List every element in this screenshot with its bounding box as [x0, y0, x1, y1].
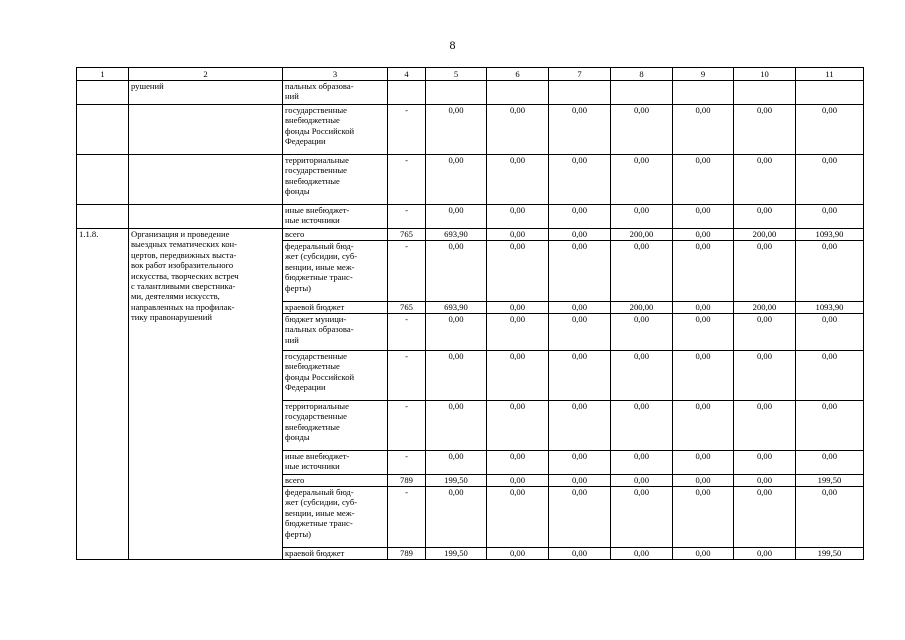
item-number-cell	[77, 205, 129, 229]
amount-cell: 0,00	[796, 105, 864, 155]
amount-cell: 0,00	[487, 314, 549, 351]
amount-cell: 0,00	[673, 401, 734, 451]
funding-source-cell: территориальные государственные внебюджетные фонды	[283, 155, 388, 205]
table-row	[77, 229, 864, 241]
amount-cell: 0,00	[796, 155, 864, 205]
amount-cell: 0,00	[734, 314, 796, 351]
amount-cell: 0,00	[611, 155, 673, 205]
column-header: 8	[611, 68, 673, 81]
amount-cell: 0,00	[487, 302, 549, 314]
amount-cell: 0,00	[487, 548, 549, 560]
amount-cell: 0,00	[734, 475, 796, 487]
code-cell: -	[388, 401, 426, 451]
item-number-cell	[77, 155, 129, 205]
amount-cell: 0,00	[673, 487, 734, 548]
amount-cell: 0,00	[611, 475, 673, 487]
amount-cell: 0,00	[673, 155, 734, 205]
amount-cell	[426, 81, 487, 105]
amount-cell	[611, 81, 673, 105]
amount-cell: 0,00	[796, 451, 864, 475]
activity-name-cell	[129, 105, 283, 155]
column-header: 4	[388, 68, 426, 81]
amount-cell: 0,00	[426, 205, 487, 229]
amount-cell: 0,00	[426, 241, 487, 302]
column-header: 11	[796, 68, 864, 81]
amount-cell: 0,00	[487, 351, 549, 401]
amount-cell: 0,00	[611, 487, 673, 548]
amount-cell: 0,00	[549, 487, 611, 548]
funding-source-cell: государственные внебюджетные фонды Российской Федерации	[283, 105, 388, 155]
amount-cell: 0,00	[549, 302, 611, 314]
code-cell: -	[388, 451, 426, 475]
amount-cell: 0,00	[796, 401, 864, 451]
activity-name-cell	[129, 155, 283, 205]
code-cell: 789	[388, 475, 426, 487]
budget-table	[76, 67, 864, 560]
amount-cell	[673, 81, 734, 105]
amount-cell: 200,00	[611, 229, 673, 241]
amount-cell: 0,00	[673, 475, 734, 487]
amount-cell: 199,50	[796, 548, 864, 560]
amount-cell: 0,00	[426, 155, 487, 205]
column-header: 2	[129, 68, 283, 81]
amount-cell: 0,00	[673, 105, 734, 155]
amount-cell: 0,00	[426, 351, 487, 401]
amount-cell: 0,00	[673, 241, 734, 302]
amount-cell: 0,00	[673, 229, 734, 241]
amount-cell: 0,00	[487, 155, 549, 205]
code-cell	[388, 81, 426, 105]
amount-cell: 0,00	[487, 475, 549, 487]
amount-cell: 0,00	[796, 205, 864, 229]
amount-cell: 0,00	[549, 229, 611, 241]
amount-cell: 0,00	[549, 475, 611, 487]
column-header: 10	[734, 68, 796, 81]
amount-cell: 0,00	[611, 351, 673, 401]
activity-name-cell: рушений	[129, 81, 283, 105]
amount-cell: 0,00	[611, 205, 673, 229]
amount-cell	[734, 81, 796, 105]
amount-cell: 0,00	[734, 205, 796, 229]
amount-cell: 0,00	[549, 548, 611, 560]
amount-cell: 0,00	[487, 229, 549, 241]
code-cell: 789	[388, 548, 426, 560]
amount-cell: 0,00	[549, 105, 611, 155]
amount-cell: 199,50	[426, 548, 487, 560]
amount-cell: 0,00	[611, 105, 673, 155]
amount-cell: 0,00	[487, 487, 549, 548]
funding-source-cell: всего	[283, 229, 388, 241]
amount-cell: 199,50	[426, 475, 487, 487]
amount-cell: 0,00	[549, 314, 611, 351]
amount-cell: 0,00	[426, 314, 487, 351]
column-header: 7	[549, 68, 611, 81]
funding-source-cell: федеральный бюд- жет (субсидии, суб- венции, иные меж- бюджетные транс- ферты)	[283, 487, 388, 548]
table-row	[77, 105, 864, 155]
amount-cell: 0,00	[549, 351, 611, 401]
amount-cell: 0,00	[796, 241, 864, 302]
code-cell: 765	[388, 229, 426, 241]
amount-cell: 1093,90	[796, 229, 864, 241]
amount-cell: 0,00	[549, 401, 611, 451]
amount-cell: 0,00	[734, 548, 796, 560]
amount-cell: 0,00	[611, 314, 673, 351]
amount-cell: 0,00	[487, 401, 549, 451]
amount-cell: 0,00	[487, 241, 549, 302]
amount-cell: 0,00	[549, 241, 611, 302]
amount-cell	[487, 81, 549, 105]
code-cell: -	[388, 314, 426, 351]
amount-cell: 0,00	[611, 548, 673, 560]
code-cell: -	[388, 105, 426, 155]
column-header: 1	[77, 68, 129, 81]
funding-source-cell: территориальные государственные внебюджетные фонды	[283, 401, 388, 451]
amount-cell: 0,00	[734, 451, 796, 475]
amount-cell: 0,00	[734, 241, 796, 302]
amount-cell	[549, 81, 611, 105]
funding-source-cell: федеральный бюд- жет (субсидии, суб- венции, иные меж- бюджетные транс- ферты)	[283, 241, 388, 302]
amount-cell: 0,00	[487, 205, 549, 229]
funding-source-cell: всего	[283, 475, 388, 487]
page-number: 8	[449, 38, 456, 52]
amount-cell: 0,00	[796, 351, 864, 401]
amount-cell: 693,90	[426, 229, 487, 241]
item-number-cell	[77, 105, 129, 155]
amount-cell: 199,50	[796, 475, 864, 487]
amount-cell: 0,00	[487, 451, 549, 475]
code-cell: -	[388, 155, 426, 205]
amount-cell: 0,00	[611, 451, 673, 475]
amount-cell: 1093,90	[796, 302, 864, 314]
item-number-cell: 1.1.8.	[77, 229, 129, 560]
amount-cell: 0,00	[549, 451, 611, 475]
amount-cell	[796, 81, 864, 105]
table-row	[77, 205, 864, 229]
amount-cell: 0,00	[426, 105, 487, 155]
amount-cell: 0,00	[734, 155, 796, 205]
funding-source-cell: краевой бюджет	[283, 302, 388, 314]
funding-source-cell: иные внебюджет- ные источники	[283, 451, 388, 475]
code-cell: -	[388, 241, 426, 302]
code-cell: -	[388, 487, 426, 548]
table-header-row	[77, 68, 864, 81]
code-cell: -	[388, 351, 426, 401]
activity-name-cell: Организация и проведение выездных тематических кон- цертов, передвижных выста- вок работ изобразительного искусства, творческих встреч с талантливыми сверстника- ми, деятелями искусств, направленных на профилак- тику правонарушений	[129, 229, 283, 560]
amount-cell: 0,00	[673, 451, 734, 475]
amount-cell: 200,00	[734, 302, 796, 314]
column-header: 5	[426, 68, 487, 81]
item-number-cell	[77, 81, 129, 105]
funding-source-cell: иные внебюджет- ные источники	[283, 205, 388, 229]
amount-cell: 0,00	[734, 351, 796, 401]
amount-cell: 0,00	[487, 105, 549, 155]
code-cell: 765	[388, 302, 426, 314]
column-header: 9	[673, 68, 734, 81]
amount-cell: 0,00	[549, 155, 611, 205]
amount-cell: 200,00	[611, 302, 673, 314]
amount-cell: 0,00	[734, 487, 796, 548]
amount-cell: 0,00	[549, 205, 611, 229]
amount-cell: 0,00	[426, 451, 487, 475]
amount-cell: 0,00	[734, 105, 796, 155]
funding-source-cell: государственные внебюджетные фонды Российской Федерации	[283, 351, 388, 401]
amount-cell: 0,00	[796, 487, 864, 548]
amount-cell: 0,00	[426, 401, 487, 451]
column-header: 3	[283, 68, 388, 81]
funding-source-cell: бюджет муници- пальных образова- ний	[283, 314, 388, 351]
amount-cell: 0,00	[673, 548, 734, 560]
activity-name-cell	[129, 205, 283, 229]
amount-cell: 0,00	[673, 351, 734, 401]
amount-cell: 0,00	[426, 487, 487, 548]
amount-cell: 0,00	[796, 314, 864, 351]
amount-cell: 0,00	[611, 241, 673, 302]
column-header: 6	[487, 68, 549, 81]
amount-cell: 693,90	[426, 302, 487, 314]
amount-cell: 0,00	[673, 302, 734, 314]
funding-source-cell: пальных образова- ний	[283, 81, 388, 105]
code-cell: -	[388, 205, 426, 229]
amount-cell: 0,00	[611, 401, 673, 451]
amount-cell: 200,00	[734, 229, 796, 241]
funding-source-cell: краевой бюджет	[283, 548, 388, 560]
amount-cell: 0,00	[673, 205, 734, 229]
amount-cell: 0,00	[734, 401, 796, 451]
amount-cell: 0,00	[673, 314, 734, 351]
table-row	[77, 81, 864, 105]
table-row	[77, 155, 864, 205]
